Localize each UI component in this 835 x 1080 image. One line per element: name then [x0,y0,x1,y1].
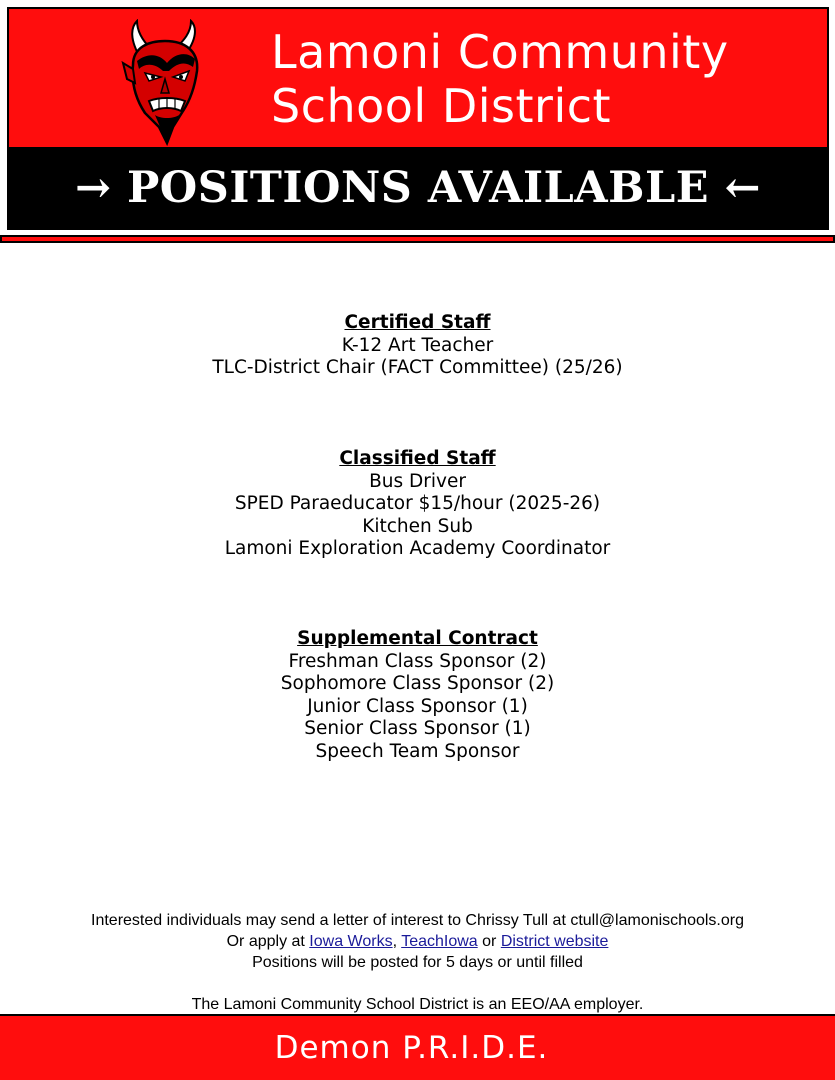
list-item: K-12 Art Teacher [341,334,494,356]
contact-line: Interested individuals may send a letter of interest to Chrissy Tull at ctull@lamonischools.org [91,912,744,929]
separator: , [392,933,402,950]
list-item: Bus Driver [369,470,466,492]
footer-slogan: Demon P.R.I.D.E. [274,1030,549,1066]
separator: or [477,933,501,950]
list-item: Speech Team Sponsor [315,740,520,762]
demon-mascot-logo-icon [119,19,209,147]
eeo-statement: The Lamoni Community School District is an EEO/AA employer. [191,996,644,1013]
district-title-line2: School District [271,79,612,133]
certified-staff-heading: Certified Staff [344,312,491,333]
teachiowa-link[interactable]: TeachIowa [401,933,478,950]
divider-line [0,235,835,243]
list-item: Junior Class Sponsor (1) [307,695,528,717]
apply-prefix: Or apply at [226,933,310,950]
posting-duration: Positions will be posted for 5 days or until filled [252,954,583,971]
supplemental-contract-section [0,628,835,763]
footer-band [0,1014,835,1080]
district-website-link[interactable]: District website [500,933,609,950]
list-item: TLC-District Chair (FACT Committee) (25/26) [212,357,623,378]
apply-line [0,931,835,952]
certified-staff-section [0,312,835,380]
positions-banner-text: → POSITIONS AVAILABLE ← [74,162,762,213]
list-item: SPED Paraeducator $15/hour (2025-26) [234,493,601,514]
positions-banner [9,147,827,228]
contact-info [0,910,835,973]
classified-staff-section [0,448,835,561]
classified-staff-heading: Classified Staff [339,448,496,469]
list-item: Kitchen Sub [362,515,473,537]
district-title-line1: Lamoni Community [271,25,729,79]
header [7,7,829,230]
iowa-works-link[interactable]: Iowa Works [309,933,393,950]
list-item: Lamoni Exploration Academy Coordinator [224,538,611,559]
list-item: Senior Class Sponsor (1) [304,718,531,739]
district-title [271,25,729,133]
list-item: Sophomore Class Sponsor (2) [280,673,555,694]
list-item: Freshman Class Sponsor (2) [288,650,547,672]
supplemental-contract-heading: Supplemental Contract [297,628,538,649]
